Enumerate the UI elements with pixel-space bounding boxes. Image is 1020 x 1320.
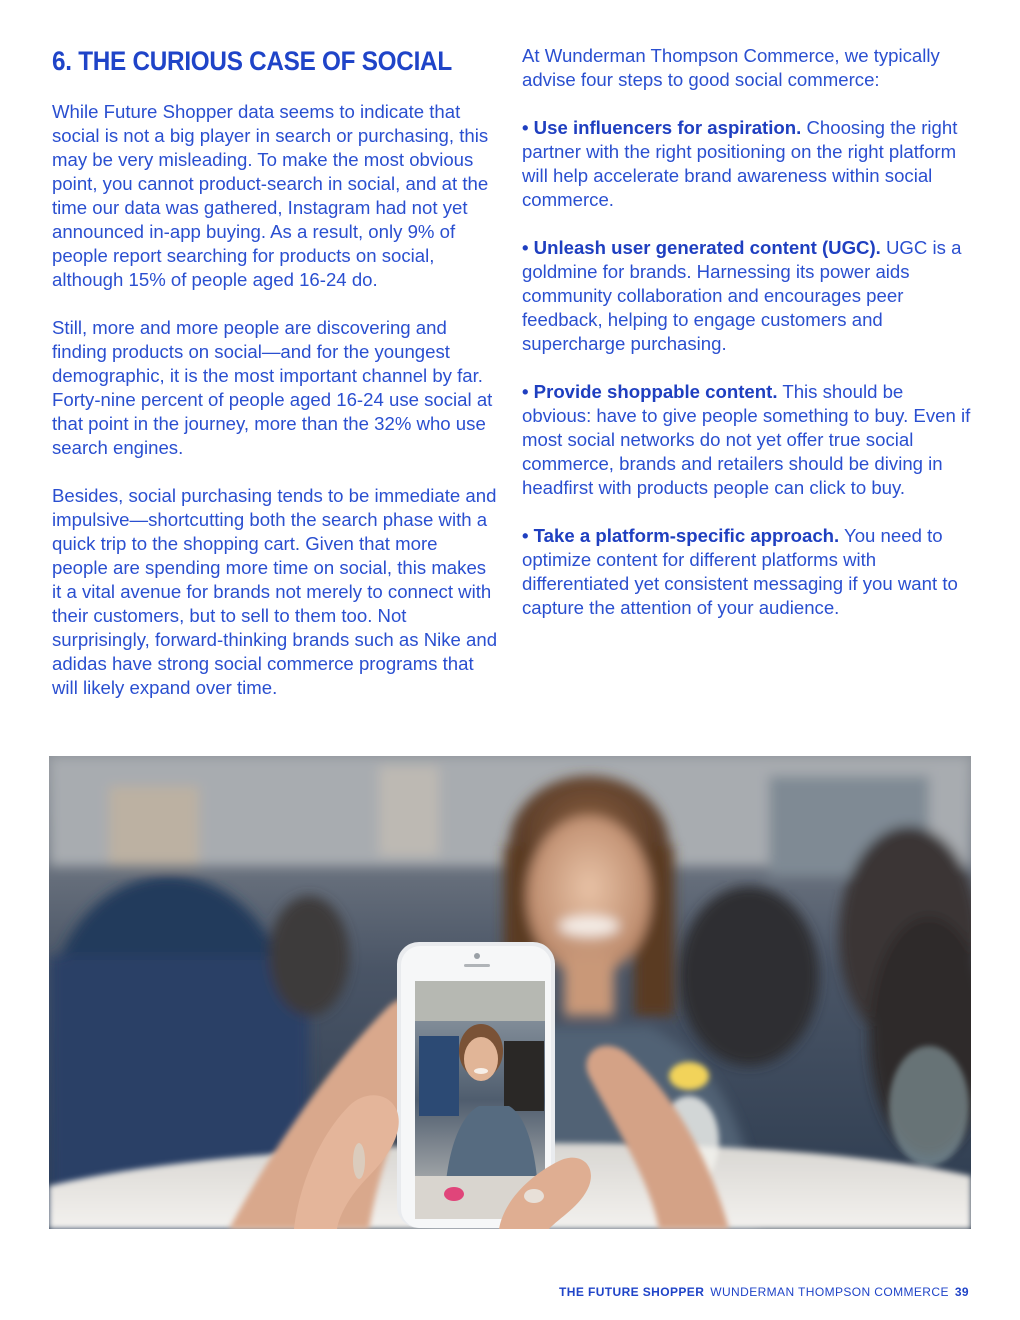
bullet-text: This should be obvious: have to give people something to buy. Even if most social networks do not yet offer true social commerce, brands and retailers should be diving in headfirst with products people can click to buy. <box>522 381 971 498</box>
bullet-text: You need to optimize content for different platforms with differentiated yet consistent messaging if you want to capture the attention of your audience. <box>522 525 958 618</box>
bullet-item <box>522 380 974 500</box>
right-column <box>522 44 974 644</box>
footer-publication: THE FUTURE SHOPPER <box>559 1285 705 1299</box>
bullet-lead: • Provide shoppable content. <box>522 381 778 402</box>
page-footer <box>559 1285 969 1299</box>
bullet-item <box>522 236 974 356</box>
photo-illustration <box>49 756 971 1229</box>
bullet-text: UGC is a goldmine for brands. Harnessing its power aids community collaboration and encourages peer feedback, helping to engage customers and supercharge purchasing. <box>522 237 962 354</box>
bullet-lead: • Take a platform-specific approach. <box>522 525 840 546</box>
bullet-item <box>522 116 974 212</box>
page-number: 39 <box>954 1285 969 1299</box>
bullet-lead: • Unleash user generated content (UGC). <box>522 237 881 258</box>
section-heading: 6. THE CURIOUS CASE OF SOCIAL <box>52 46 452 76</box>
bullet-item <box>522 524 974 620</box>
body-paragraph: Still, more and more people are discovering and finding products on social—and for the youngest demographic, it is the most important channel by far. Forty-nine percent of people aged 16-24 use social at that point in the journey, more than the 32% who use search engines. <box>52 317 493 458</box>
left-column <box>52 44 498 724</box>
cafe-smartphone-photo <box>49 756 971 1229</box>
footer-company: WUNDERMAN THOMPSON COMMERCE <box>710 1285 949 1299</box>
bullet-text: Choosing the right partner with the right positioning on the right platform will help accelerate brand awareness within social commerce. <box>522 117 958 210</box>
bullet-lead: • Use influencers for aspiration. <box>522 117 802 138</box>
body-paragraph: While Future Shopper data seems to indicate that social is not a big player in search or purchasing, this may be very misleading. To make the most obvious point, you cannot product-search in social, and at the time our data was gathered, Instagram had not yet announced in-app buying. As a result, only 9% of people report searching for products on social, although 15% of people aged 16-24 do. <box>52 101 489 290</box>
body-paragraph: Besides, social purchasing tends to be immediate and impulsive—shortcutting both the search phase with a quick trip to the shopping cart. Given that more people are spending more time on social, this makes it a vital avenue for brands not merely to connect with their customers, but to sell to them too. Not surprisingly, forward-thinking brands such as Nike and adidas have strong social commerce programs that will likely expand over time. <box>52 485 498 698</box>
intro-paragraph: At Wunderman Thompson Commerce, we typically advise four steps to good social commerce: <box>522 45 940 90</box>
